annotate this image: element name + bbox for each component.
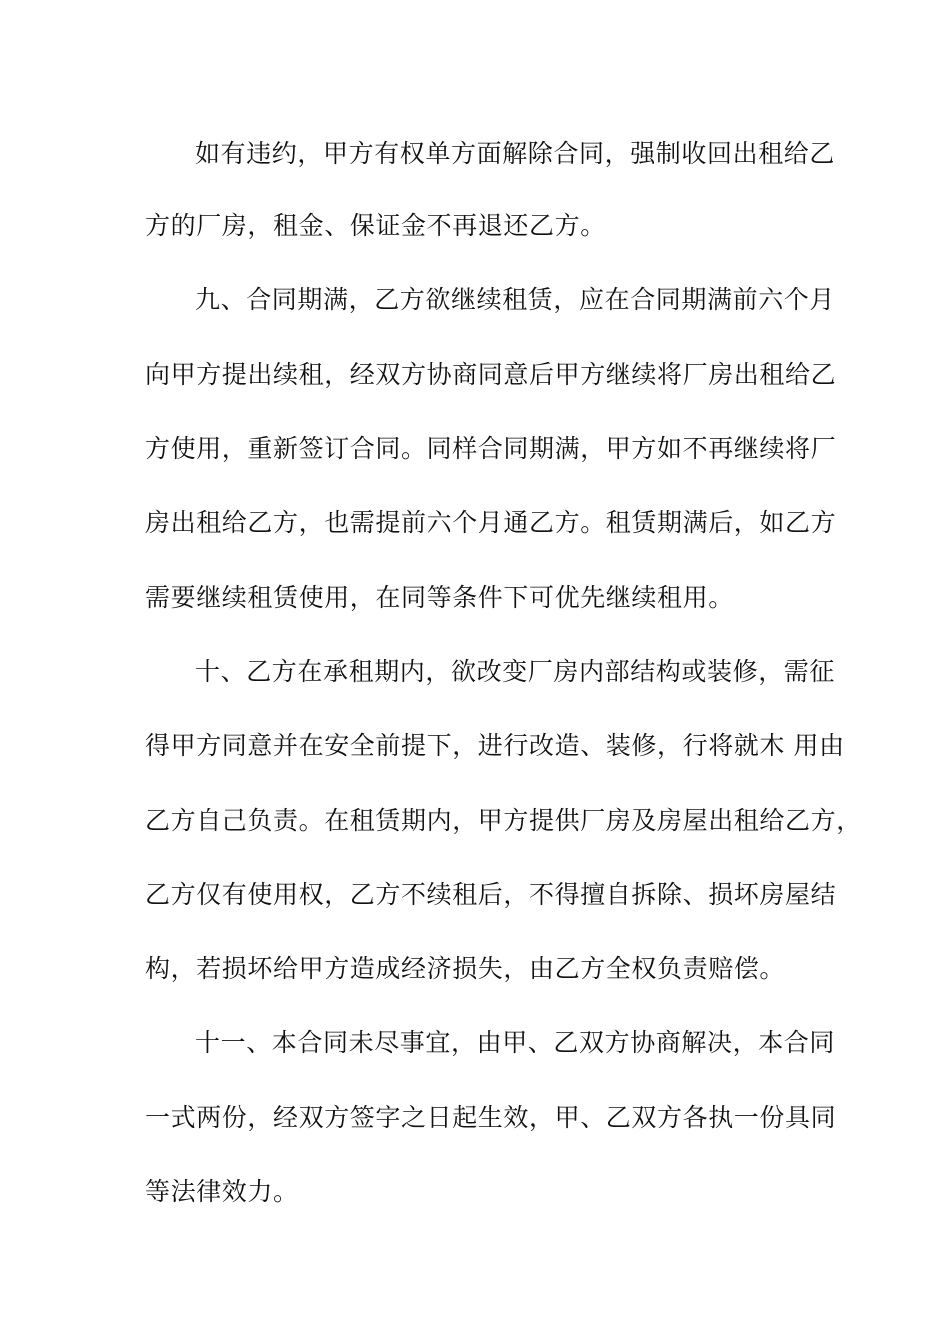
text-line-1: 如有违约，甲方有权单方面解除合同，强制收回出租给乙 bbox=[195, 139, 836, 168]
text-line-12: 构，若损坏给甲方造成经济损失，由乙方全权负责赔偿。 bbox=[145, 954, 786, 983]
text-line-3: 九、合同期满，乙方欲继续租赁，应在合同期满前六个月 bbox=[195, 285, 836, 314]
text-line-11: 乙方仅有使用权，乙方不续租后，不得擅自拆除、损坏房屋结 bbox=[145, 880, 837, 909]
text-line-13: 十一、本合同未尽事宜，由甲、乙双方协商解决，本合同 bbox=[195, 1028, 836, 1057]
text-line-15: 等法律效力。 bbox=[145, 1177, 299, 1206]
text-line-6: 房出租给乙方，也需提前六个月通乙方。租赁期满后，如乙方 bbox=[145, 508, 837, 537]
text-line-9: 得甲方同意并在安全前提下，进行改造、装修，行将就木 用由 bbox=[145, 731, 845, 760]
text-line-8: 十、乙方在承租期内，欲改变厂房内部结构或装修，需征 bbox=[195, 657, 836, 686]
text-line-7: 需要继续租赁使用，在同等条件下可优先继续租用。 bbox=[145, 583, 734, 612]
text-line-14: 一式两份，经双方签字之日起生效，甲、乙双方各执一份具同 bbox=[145, 1103, 837, 1132]
text-line-5: 方使用，重新签订合同。同样合同期满，甲方如不再继续将厂 bbox=[145, 434, 837, 463]
text-line-4: 向甲方提出续租，经双方协商同意后甲方继续将厂房出租给乙 bbox=[145, 360, 837, 389]
text-line-10: 乙方自己负责。在租赁期内，甲方提供厂房及房屋出租给乙方， bbox=[145, 806, 862, 835]
text-line-2: 方的厂房，租金、保证金不再退还乙方。 bbox=[145, 211, 606, 240]
